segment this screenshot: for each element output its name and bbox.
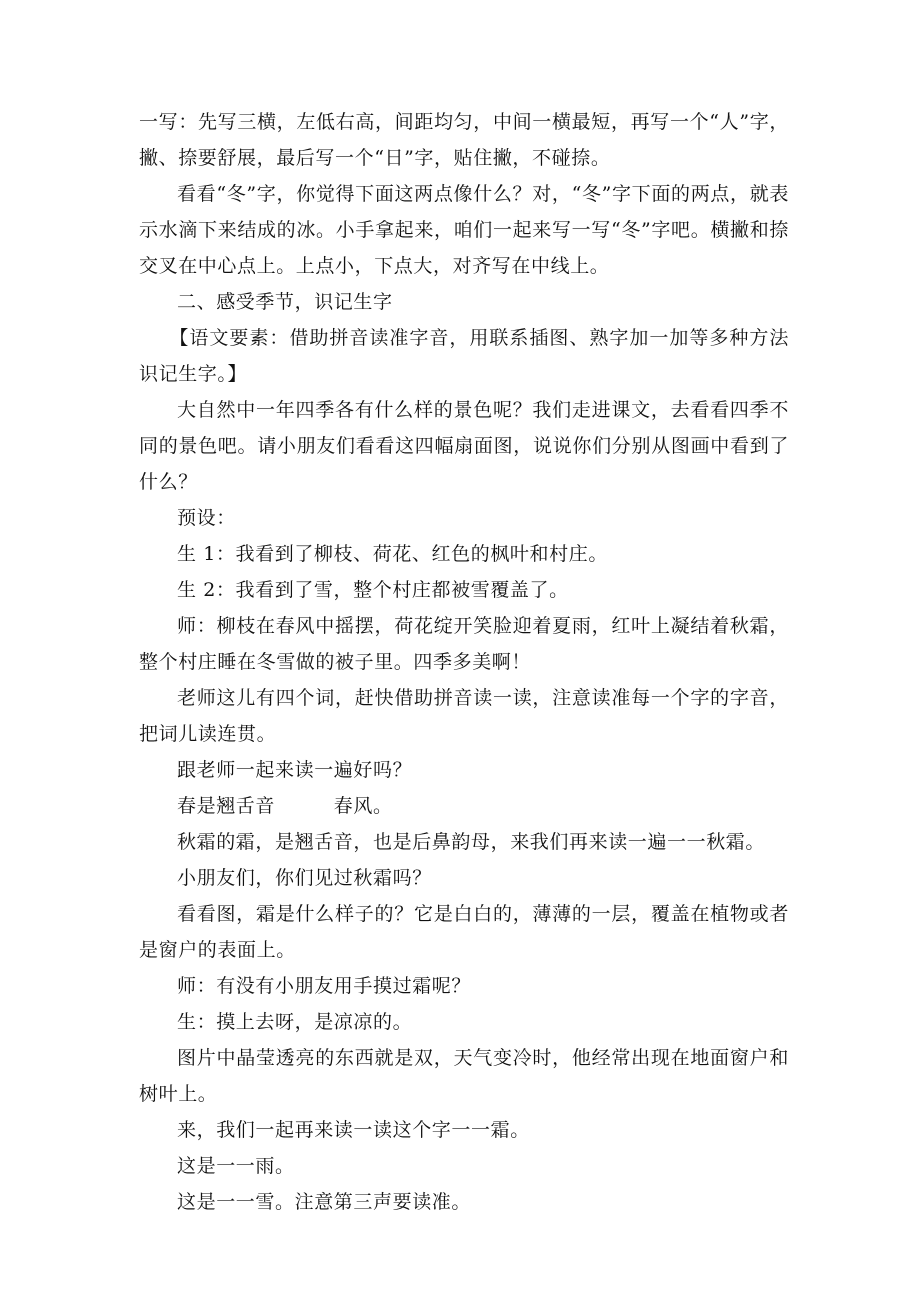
paragraph-read-together: 跟老师一起来读一遍好吗？ bbox=[177, 759, 413, 781]
paragraph-teacher-touch: 师：有没有小朋友用手摸过霜呢？ bbox=[177, 975, 472, 997]
paragraph-dong-character: 看看“冬”字，你觉得下面这两点像什么？对，“冬”字下面的两点，就表示水滴下来结成的冰。小手拿起来，咱们一起来写一写“冬”字吧。横撇和捺交叉在中心点上。上点小，下点大，对齐写在中线上。 bbox=[139, 183, 789, 277]
paragraph-seen-frost: 小朋友们，你们见过秋霜吗？ bbox=[177, 867, 432, 889]
paragraph-qiu-shuang: 秋霜的霜，是翘舌音，也是后鼻韵母，来我们再来读一遍一一秋霜。 bbox=[177, 831, 766, 853]
paragraph-preset: 预设： bbox=[177, 507, 236, 529]
paragraph-snow: 这是一一雪。注意第三声要读准。 bbox=[177, 1191, 472, 1213]
paragraph-chun-feng: 春是翘舌音 春风。 bbox=[177, 795, 393, 817]
paragraph-four-words: 老师这儿有四个词，赶快借助拼音读一读，注意读准每一个字的字音，把词儿读连贯。 bbox=[139, 687, 789, 745]
paragraph-student-cool: 生：摸上去呀，是凉凉的。 bbox=[177, 1011, 413, 1033]
paragraph-four-seasons: 大自然中一年四季各有什么样的景色呢？我们走进课文，去看看四季不同的景色吧。请小朋友们看看这四幅扇面图，说说你们分别从图画中看到了什么？ bbox=[139, 399, 789, 493]
paragraph-writing-instruction: 一写：先写三横，左低右高，间距均匀，中间一横最短，再写一个“人”字，撇、捺要舒展，最后写一个“日”字，贴住撇，不碰捺。 bbox=[139, 111, 789, 169]
paragraph-rain: 这是一一雨。 bbox=[177, 1155, 295, 1177]
paragraph-student-2: 生 2：我看到了雪，整个村庄都被雪覆盖了。 bbox=[177, 579, 569, 601]
paragraph-crystal: 图片中晶莹透亮的东西就是双，天气变冷时，他经常出现在地面窗户和树叶上。 bbox=[139, 1047, 789, 1105]
section-heading: 二、感受季节，识记生字 bbox=[177, 291, 393, 313]
paragraph-language-element: 【语文要素：借助拼音读准字音，用联系插图、熟字加一加等多种方法识记生字。】 bbox=[139, 327, 789, 385]
paragraph-frost-look: 看看图，霜是什么样子的？它是白白的，薄薄的一层，覆盖在植物或者是窗户的表面上。 bbox=[139, 903, 789, 961]
paragraph-student-1: 生 1：我看到了柳枝、荷花、红色的枫叶和村庄。 bbox=[177, 543, 608, 565]
document-body bbox=[139, 104, 789, 1220]
paragraph-read-shuang: 来，我们一起再来读一读这个字一一霜。 bbox=[177, 1119, 530, 1141]
paragraph-teacher-seasons: 师：柳枝在春风中摇摆，荷花绽开笑脸迎着夏雨，红叶上凝结着秋霜，整个村庄睡在冬雪做的被子里。四季多美啊！ bbox=[139, 615, 789, 673]
